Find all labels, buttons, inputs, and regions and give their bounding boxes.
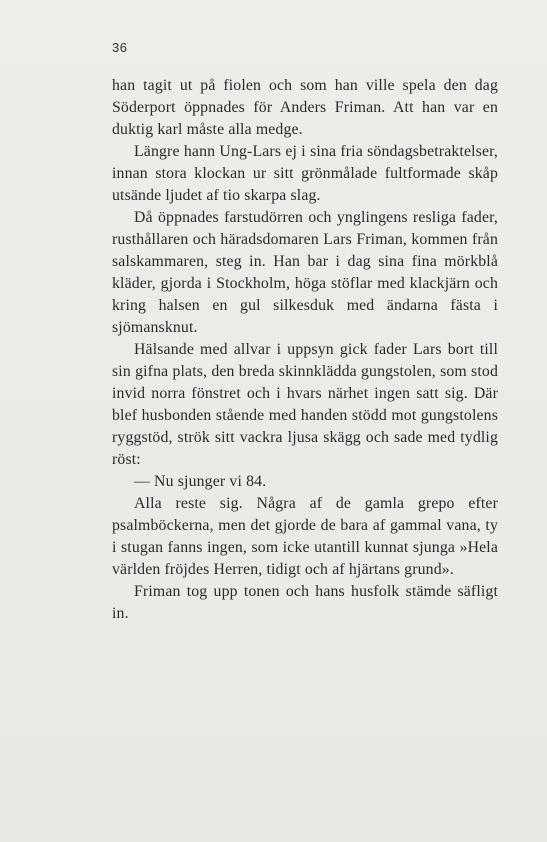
paragraph: Längre hann Ung-Lars ej i sina fria söndagsbetraktelser, innan stora klockan ur sitt grönmålade fultformade skåp utsände ljudet af tio skarpa slag. bbox=[112, 143, 498, 204]
page-number: 36 bbox=[112, 40, 128, 55]
body-text bbox=[112, 75, 498, 625]
paragraph: Friman tog upp tonen och hans husfolk stämde säfligt in. bbox=[112, 583, 498, 622]
paragraph: Alla reste sig. Några af de gamla grepo efter psalmböckerna, men det gjorde de bara af gammal vana, ty i stugan fanns ingen, som icke utantill kunnat sjunga »Hela världen fröjdes Herren, tidigt och af hjärtans grund». bbox=[112, 495, 498, 578]
paragraph: han tagit ut på fiolen och som han ville spela den dag Söderport öppnades för Anders Friman. Att han var en duktig karl måste alla medge. bbox=[112, 77, 498, 138]
paragraph: Hälsande med allvar i uppsyn gick fader Lars bort till sin gifna plats, den breda skinnklädda gungstolen, som stod invid norra fönstret och i hvars närhet ingen satt sig. Där blef husbonden stående med handen stödd mot gungstolens ryggstöd, strök sitt vackra ljusa skägg och sade med tydlig röst: bbox=[112, 341, 498, 468]
paragraph: — Nu sjunger vi 84. bbox=[134, 473, 267, 490]
paragraph: Då öppnades farstudörren och ynglingens resliga fader, rusthållaren och häradsdomaren Lars Friman, kommen från salskammaren, steg in. Han bar i dag sina fina mörkblå kläder, gjorda i Stockholm, höga stöflar med klackjärn och kring halsen en gul silkesduk med ändarna fästa i sjömansknut. bbox=[112, 209, 498, 336]
